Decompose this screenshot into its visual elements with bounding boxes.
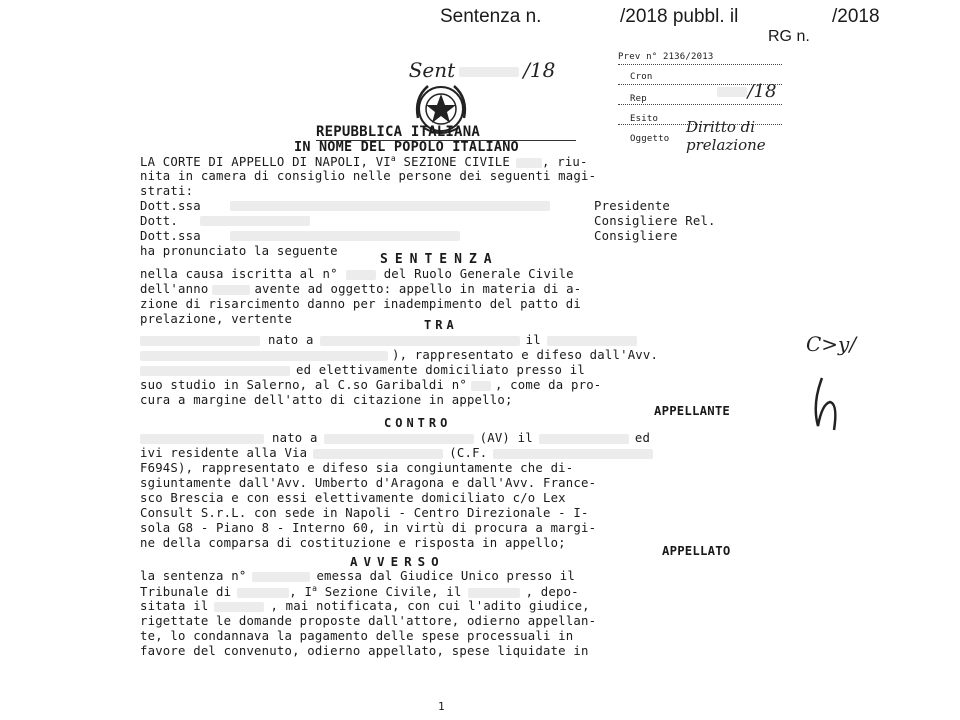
judge-1-role: Presidente (594, 199, 671, 213)
judge-2-title: Dott. (140, 214, 179, 228)
tra-line-4: suo studio in Salerno, al C.so Garibaldi n° , come da pro- (140, 378, 602, 392)
case-line-1: nella causa iscritta al n° del Ruolo Generale Civile (140, 267, 574, 281)
contro-line-6: Consult S.r.L. con sede in Napoli - Centro Direzionale - I- (140, 506, 589, 520)
appellato-label: APPELLATO (662, 544, 731, 558)
stamp-prev-line: Prev n° 2136/2013 (618, 52, 714, 62)
court-line-2: nita in camera di consiglio nelle persone dei seguenti magi- (140, 169, 597, 183)
tra-line-1: nato a il (140, 333, 637, 347)
stamp-cron-label: Cron (630, 72, 653, 82)
publication-year: /2018 (832, 6, 880, 27)
case-line-3: zione di risarcimento danno per inadempimento del patto di (140, 297, 581, 311)
stamp-esito-label: Esito (630, 114, 659, 124)
contro-heading: CONTRO (384, 416, 452, 430)
stamp-oggetto-label: Oggetto (630, 134, 670, 144)
contro-line-1: nato a (AV) il ed (140, 431, 650, 445)
contro-line-7: sola G8 - Piano 8 - Interno 60, in virtù di procura a margi- (140, 521, 597, 535)
judge-3-role: Consigliere (594, 229, 678, 243)
contro-line-2: ivi residente alla Via (C.F. (140, 446, 653, 460)
avverso-heading: AVVERSO (350, 554, 445, 569)
tra-line-3: ed elettivamente domiciliato presso il (140, 363, 585, 377)
judge-1-title: Dott.ssa (140, 199, 201, 213)
contro-line-4: sgiuntamente dall'Avv. Umberto d'Aragona e dall'Avv. France- (140, 476, 597, 490)
people-heading: IN NOME DEL POPOLO ITALIANO (294, 139, 519, 155)
margin-signature (800, 356, 840, 416)
publication-label: /2018 pubbl. il (620, 6, 739, 27)
stamp-cron-value: /18 (706, 60, 776, 102)
margin-handwritten-mark: C>y/ (806, 332, 857, 356)
case-line-2: dell'anno avente ad oggetto: appello in materia di a- (140, 282, 582, 296)
italian-republic-emblem (402, 60, 464, 122)
avverso-line-3: sitata il , mai notificata, con cui l'adito giudice, (140, 599, 590, 613)
avverso-line-1: la sentenza n° emessa dal Giudice Unico presso il (140, 569, 575, 583)
judge-2-role: Consigliere Rel. (594, 214, 716, 228)
court-line-1: LA CORTE DI APPELLO DI NAPOLI, $VI^a$ SEZIONE CIVILE , riu- (140, 154, 588, 170)
avverso-line-4: rigettate le domande proposte dall'attore, odierno appellan- (140, 614, 597, 628)
court-line-3: strati: (140, 184, 194, 198)
sentenza-number-label: Sentenza n. (440, 6, 542, 27)
tra-line-5: cura a margine dell'atto di citazione in appello; (140, 393, 513, 407)
handwritten-oggetto: Diritto di prelazione (686, 118, 766, 154)
contro-line-8: ne della comparsa di costituzione e risposta in appello; (140, 536, 566, 550)
contro-line-5: sco Brescia e con essi elettivamente domiciliato c/o Lex (140, 491, 566, 505)
judge-3-title: Dott.ssa (140, 229, 201, 243)
avverso-line-6: favore del convenuto, odierno appellato, spese liquidate in (140, 644, 589, 658)
stamp-rep-label: Rep (630, 94, 647, 104)
republic-heading: REPUBBLICA ITALIANA (316, 124, 480, 140)
avverso-line-5: te, lo condannava la pagamento delle spese processuali in (140, 629, 574, 643)
page-number: 1 (438, 700, 445, 713)
tra-line-2: ), rappresentato e difeso dall'Avv. (140, 348, 658, 362)
contro-line-3: F694S), rappresentato e difeso sia congiuntamente che di- (140, 461, 574, 475)
handwritten-sent-note: Sent /18 (408, 58, 556, 82)
case-line-4: prelazione, vertente (140, 312, 293, 326)
pronounced-line: ha pronunciato la seguente (140, 244, 338, 258)
tra-heading: TRA (424, 318, 458, 332)
rg-number-label: RG n. (768, 28, 810, 45)
appellante-label: APPELLANTE (654, 404, 731, 418)
sentenza-heading: SENTENZA (380, 252, 499, 267)
avverso-line-2: Tribunale di , $I^a$ Sezione Civile, il , depo- (140, 584, 579, 600)
